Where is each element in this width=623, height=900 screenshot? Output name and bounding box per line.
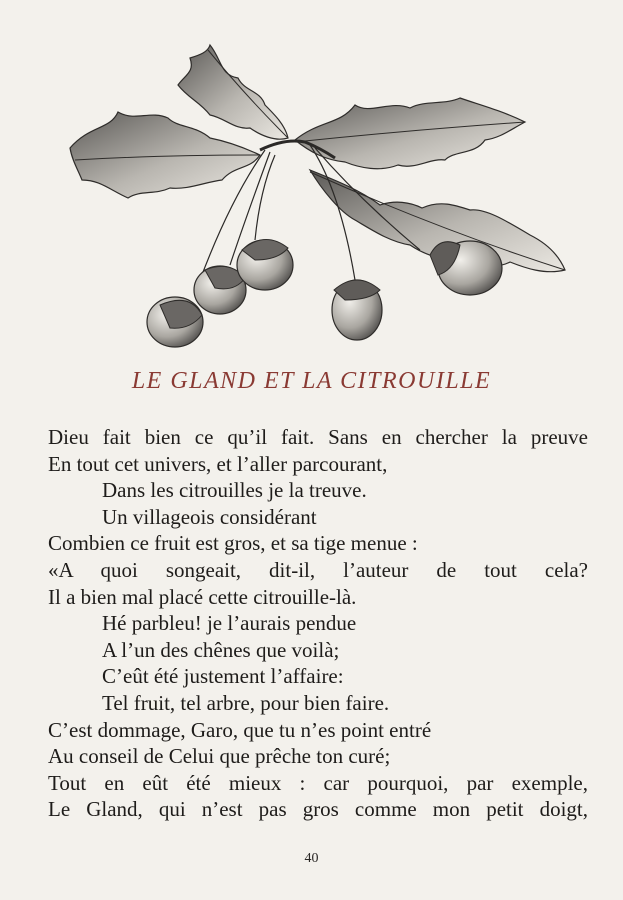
poem-title: LE GLAND ET LA CITROUILLE — [131, 368, 492, 394]
poem-line: Au conseil de Celui que prêche ton curé; — [48, 744, 391, 769]
poem-line: Tel fruit, tel arbre, pour bien faire. — [102, 690, 390, 715]
page-number: 40 — [304, 851, 319, 866]
acorn-4 — [332, 280, 382, 340]
poem-line: Un villageois considérant — [102, 504, 317, 529]
poem-line: Combien ce fruit est gros, et sa tige menue : — [48, 531, 418, 556]
poem-line: Dieu fait bien ce qu’il fait. Sans en chercher la preuve — [48, 425, 588, 449]
poem-line: Hé parbleu! je l’aurais pendue — [102, 611, 357, 636]
poem-line: C’eût été justement l’affaire: — [102, 664, 344, 689]
oak-leaf-top — [178, 45, 288, 139]
poem-line: «A quoi songeait, dit-il, l’auteur de tout cela? — [48, 557, 588, 582]
poem-body — [48, 424, 588, 823]
oak-leaf-right-upper — [295, 98, 525, 169]
oak-branch-illustration — [60, 30, 570, 360]
poem-line: C’est dommage, Garo, que tu n’es point entré — [48, 717, 432, 742]
poem-line: A l’un des chênes que voilà; — [102, 637, 340, 662]
poem-line: Dans les citrouilles je la treuve. — [102, 478, 367, 503]
poem-line: Le Gland, qui n’est pas gros comme mon petit doigt, — [48, 797, 588, 822]
acorn-1 — [147, 297, 203, 347]
poem-line: Tout en eût été mieux : car pourquoi, par exemple, — [48, 770, 588, 795]
acorn-3 — [237, 239, 293, 290]
poem-line: Il a bien mal placé cette citrouille-là. — [48, 584, 357, 609]
poem-line: En tout cet univers, et l’aller parcourant, — [48, 451, 388, 476]
acorn-5 — [430, 241, 502, 295]
